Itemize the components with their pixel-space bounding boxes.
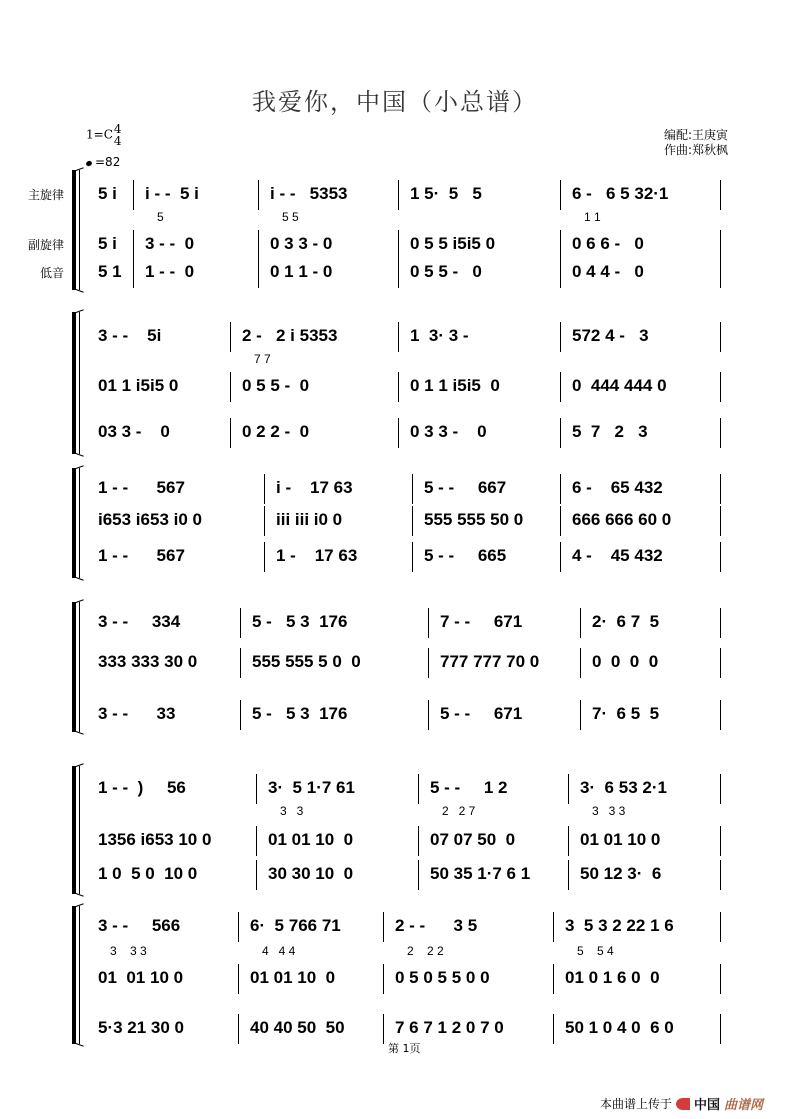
barline (398, 322, 399, 352)
barline (398, 180, 399, 210)
barline (720, 774, 721, 804)
barline (720, 700, 721, 730)
measure: 0 6 6 - 0 (572, 234, 644, 253)
system-bracket (72, 312, 76, 454)
barline (720, 912, 721, 942)
harmony-note: 4 4 4 (262, 944, 296, 958)
measure: 3 5 3 2 22 1 6 (565, 916, 674, 935)
barline (412, 474, 413, 504)
measure: 6 - 65 432 (572, 478, 663, 497)
measure: 07 07 50 0 (430, 830, 516, 849)
barline (560, 322, 561, 352)
barline (398, 418, 399, 448)
barline (240, 648, 241, 678)
measure: i - - 5353 (270, 184, 348, 203)
measure: 01 0 1 6 0 0 (565, 968, 660, 987)
measure: 6· 5 766 71 (250, 916, 341, 935)
measure: i - - 5 i (145, 184, 199, 203)
part-label-bass: 低音 (39, 266, 64, 280)
measure: 3 - - 0 (145, 234, 195, 253)
barline (720, 608, 721, 638)
barline (412, 542, 413, 572)
key-label: 1=C (86, 127, 113, 142)
measure: 5 1 (98, 262, 122, 281)
barline (720, 648, 721, 678)
barline (553, 1014, 554, 1044)
measure: 5 - 5 3 176 (252, 612, 348, 631)
system-line (79, 468, 80, 578)
measure: 777 777 70 0 (440, 652, 540, 671)
barline (720, 826, 721, 856)
measure: 0 1 1 - 0 (270, 262, 333, 281)
quarter-note-icon (85, 160, 93, 167)
site-logo-icon (676, 1098, 690, 1110)
barline (720, 1014, 721, 1044)
tempo-marking: =82 (86, 155, 120, 169)
measure: 01 01 10 0 (250, 968, 336, 987)
barline (238, 964, 239, 994)
barline (412, 506, 413, 536)
measure: 2· 6 7 5 (592, 612, 660, 631)
barline (383, 912, 384, 942)
barline (256, 774, 257, 804)
score-system (27, 170, 732, 290)
measure: 1 3· 3 - (410, 326, 469, 345)
system-line (79, 906, 80, 1044)
measure: 333 333 30 0 (98, 652, 198, 671)
harmony-note: 7 7 (254, 352, 271, 366)
measure: 0 2 2 - 0 (242, 422, 310, 441)
barline (428, 648, 429, 678)
barline (258, 180, 259, 210)
measure: 666 666 60 0 (572, 510, 672, 529)
harmony-note: 5 5 4 (577, 944, 614, 958)
time-signature: 4 4 (113, 122, 122, 148)
measure: 5 i (98, 184, 117, 203)
measure: 5 - - 667 (424, 478, 507, 497)
barline (258, 230, 259, 260)
barline (720, 964, 721, 994)
barline (383, 1014, 384, 1044)
barline (580, 700, 581, 730)
measure: 01 01 10 0 (580, 830, 661, 849)
measure: 0 3 3 - 0 (410, 422, 487, 441)
barline (568, 860, 569, 890)
barline (720, 418, 721, 448)
harmony-note: 3 3 3 (110, 944, 147, 958)
barline (560, 230, 561, 260)
score-system (72, 766, 732, 894)
barline (560, 372, 561, 402)
measure: 01 01 10 0 (268, 830, 354, 849)
measure: 572 4 - 3 (572, 326, 649, 345)
barline (720, 474, 721, 504)
harmony-note: 5 (157, 210, 164, 224)
barline (568, 826, 569, 856)
barline (230, 322, 231, 352)
barline (568, 774, 569, 804)
system-line (79, 312, 80, 454)
barline (428, 700, 429, 730)
system-line (79, 602, 80, 732)
measure: 1 - - 567 (98, 546, 185, 565)
system-bracket (72, 602, 76, 732)
barline (133, 230, 134, 260)
measure: 0 5 0 5 5 0 0 (395, 968, 490, 987)
barline (560, 474, 561, 504)
barline (720, 258, 721, 288)
score-system (72, 602, 732, 732)
page-number: 第 1页 (388, 1042, 421, 1055)
part-label-second: 副旋律 (27, 238, 64, 252)
measure: 0 5 5 i5i5 0 (410, 234, 496, 253)
measure: 30 30 10 0 (268, 864, 354, 883)
measure: 1 - - 567 (98, 478, 185, 497)
harmony-note: 3 3 3 (592, 804, 626, 818)
measure: 1356 i653 10 0 (98, 830, 212, 849)
upload-credit (600, 1094, 763, 1113)
measure: 50 35 1·7 6 1 (430, 864, 531, 883)
measure: 0 4 4 - 0 (572, 262, 644, 281)
system-bracket (72, 906, 76, 1044)
barline (256, 826, 257, 856)
barline (720, 506, 721, 536)
barline (720, 372, 721, 402)
barline (133, 180, 134, 210)
barline (560, 542, 561, 572)
measure: iii iii i0 0 (276, 510, 343, 529)
barline (720, 322, 721, 352)
measure: 1 - - ) 56 (98, 778, 186, 797)
harmony-note: 1 1 (584, 210, 601, 224)
measure: 7· 6 5 5 (592, 704, 660, 723)
barline (238, 1014, 239, 1044)
barline (560, 258, 561, 288)
system-bracket (72, 468, 76, 578)
barline (258, 258, 259, 288)
part-label-main: 主旋律 (27, 188, 64, 202)
barline (238, 912, 239, 942)
barline (264, 542, 265, 572)
barline (264, 474, 265, 504)
barline (720, 860, 721, 890)
barline (418, 774, 419, 804)
system-bracket (72, 170, 76, 290)
measure: 3 - - 5i (98, 326, 162, 345)
barline (553, 964, 554, 994)
barline (264, 506, 265, 536)
barline (428, 608, 429, 638)
composer: 作曲:郑秋枫 (664, 143, 729, 157)
barline (398, 258, 399, 288)
measure: 50 12 3· 6 (580, 864, 662, 883)
measure: 1 0 5 0 10 0 (98, 864, 198, 883)
site-name-a: 中国 (694, 1098, 721, 1113)
measure: 6 - 6 5 32·1 (572, 184, 669, 203)
score-system (72, 906, 732, 1044)
barline (240, 700, 241, 730)
measure: 3· 6 53 2·1 (580, 778, 667, 797)
measure: i - 17 63 (276, 478, 353, 497)
barline (398, 372, 399, 402)
score-system (72, 312, 732, 454)
measure: 5 - - 1 2 (430, 778, 508, 797)
measure: 5 i (98, 234, 117, 253)
measure: 0 444 444 0 (572, 376, 667, 395)
system-bracket (72, 766, 76, 894)
barline (560, 180, 561, 210)
measure: 7 6 7 1 2 0 7 0 (395, 1018, 504, 1037)
measure: 1 - - 0 (145, 262, 195, 281)
barline (256, 860, 257, 890)
harmony-note: 3 3 (280, 804, 304, 818)
barline (560, 418, 561, 448)
measure: 0 3 3 - 0 (270, 234, 333, 253)
site-name-b: 曲谱网 (724, 1098, 764, 1113)
measure: 0 5 5 - 0 (242, 376, 310, 395)
barline (580, 608, 581, 638)
harmony-note: 5 5 (282, 210, 299, 224)
measure: 03 3 - 0 (98, 422, 170, 441)
arranger: 编配:王庚寅 (664, 128, 729, 142)
barline (418, 826, 419, 856)
measure: 5 - - 671 (440, 704, 523, 723)
upload-text: 本曲谱上传于 (600, 1097, 673, 1111)
measure: 7 - - 671 (440, 612, 523, 631)
measure: 3· 5 1·7 61 (268, 778, 355, 797)
harmony-note: 2 2 7 (442, 804, 476, 818)
measure: 555 555 5 0 0 (252, 652, 361, 671)
barline (720, 542, 721, 572)
measure: 0 5 5 - 0 (410, 262, 482, 281)
measure: 40 40 50 50 (250, 1018, 345, 1037)
measure: 5 7 2 3 (572, 422, 648, 441)
page-title: 我爱你，中国（小总谱） (252, 88, 538, 116)
credits (664, 128, 728, 158)
measure: 3 - - 334 (98, 612, 181, 631)
measure: 2 - - 3 5 (395, 916, 478, 935)
score-system (72, 468, 732, 578)
measure: 50 1 0 4 0 6 0 (565, 1018, 674, 1037)
barline (230, 418, 231, 448)
barline (398, 230, 399, 260)
barline (720, 180, 721, 210)
harmony-note: 2 2 2 (407, 944, 444, 958)
measure: 01 1 i5i5 0 (98, 376, 179, 395)
measure: 3 - - 566 (98, 916, 181, 935)
measure: 5 - 5 3 176 (252, 704, 348, 723)
measure: 2 - 2 i 5353 (242, 326, 338, 345)
barline (560, 506, 561, 536)
barline (230, 372, 231, 402)
measure: 0 1 1 i5i5 0 (410, 376, 500, 395)
measure: 01 01 10 0 (98, 968, 184, 987)
barline (720, 230, 721, 260)
barline (553, 912, 554, 942)
measure: 555 555 50 0 (424, 510, 524, 529)
measure: 5·3 21 30 0 (98, 1018, 185, 1037)
system-line (79, 170, 80, 290)
measure: 3 - - 33 (98, 704, 176, 723)
measure: 4 - 45 432 (572, 546, 663, 565)
measure: 1 - 17 63 (276, 546, 358, 565)
barline (418, 860, 419, 890)
measure: 5 - - 665 (424, 546, 507, 565)
barline (133, 258, 134, 288)
barline (580, 648, 581, 678)
system-line (79, 766, 80, 894)
measure: i653 i653 i0 0 (98, 510, 202, 529)
key-signature (86, 123, 122, 147)
barline (240, 608, 241, 638)
measure: 0 0 0 0 (592, 652, 659, 671)
barline (383, 964, 384, 994)
measure: 1 5· 5 5 (410, 184, 482, 203)
